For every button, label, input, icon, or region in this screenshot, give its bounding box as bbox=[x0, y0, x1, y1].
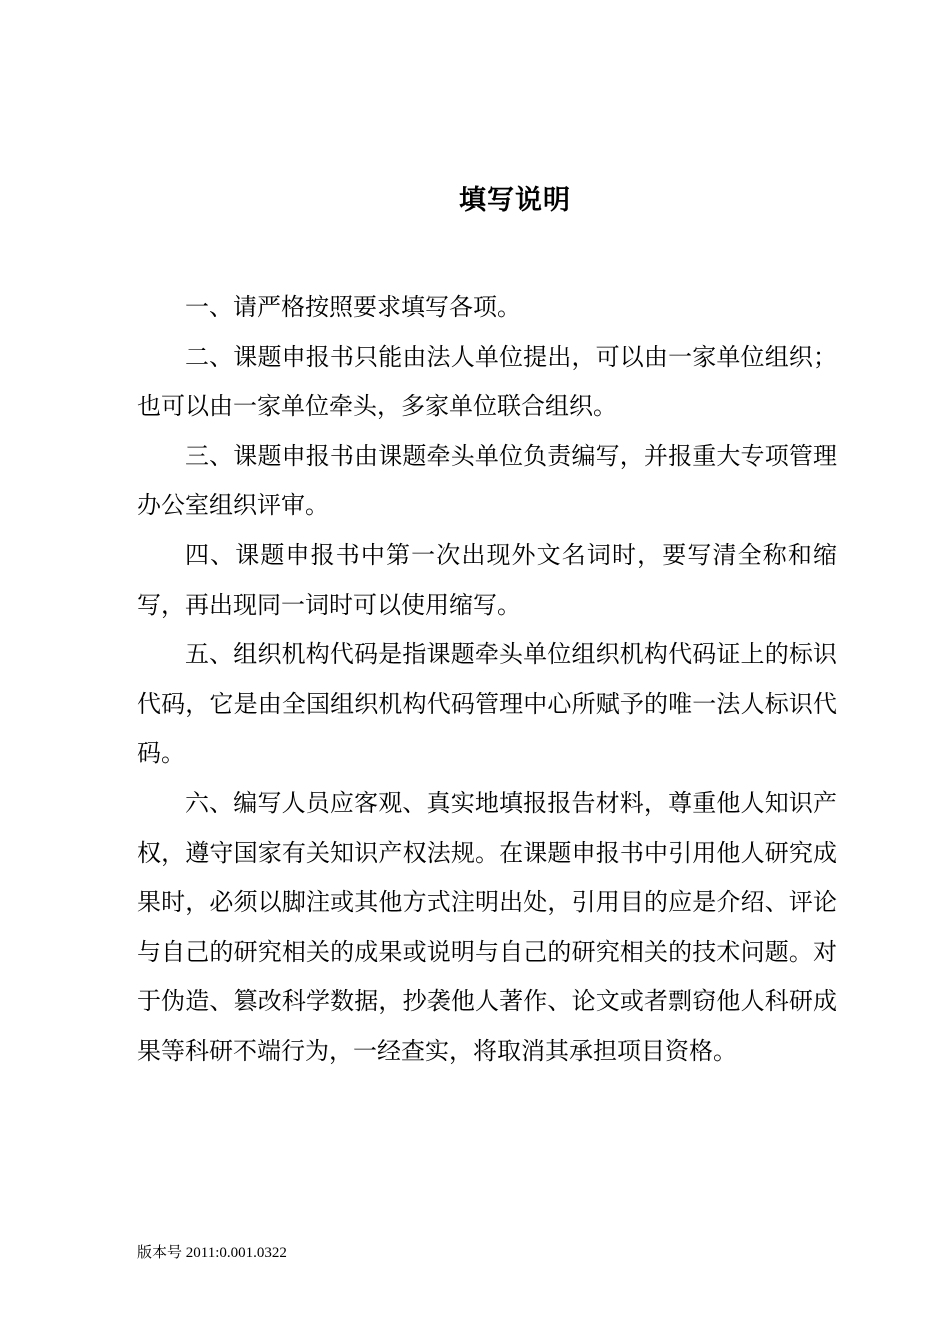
instruction-paragraph-6: 六、编写人员应客观、真实地填报报告材料，尊重他人知识产权，遵守国家有关知识产权法规。在课题申报书中引用他人研究成果时，必须以脚注或其他方式注明出处，引用目的应是介绍、评论与自己的研究相关的成果或说明与自己的研究相关的技术问题。对于伪造、篡改科学数据，抄袭他人著作、论文或者剽窃他人科研成果等科研不端行为，一经查实，将取消其承担项目资格。 bbox=[137, 788, 837, 1065]
instruction-paragraph-1: 一、请严格按照要求填写各项。 bbox=[185, 293, 521, 321]
version-footer: 版本号 2011:0.001.0322 bbox=[137, 1245, 287, 1261]
instruction-paragraph-5: 五、组织机构代码是指课题牵头单位组织机构代码证上的标识代码，它是由全国组织机构代码管理中心所赋予的唯一法人标识代码。 bbox=[137, 640, 837, 768]
instructions-body bbox=[137, 283, 837, 1077]
instruction-paragraph-3: 三、课题申报书由课题牵头单位负责编写，并报重大专项管理办公室组织评审。 bbox=[137, 441, 837, 520]
instruction-paragraph-2: 二、课题申报书只能由法人单位提出，可以由一家单位组织；也可以由一家单位牵头，多家单位联合组织。 bbox=[137, 342, 837, 421]
instruction-paragraph-4: 四、课题申报书中第一次出现外文名词时，要写清全称和缩写，再出现同一词时可以使用缩写。 bbox=[137, 540, 837, 619]
page-title: 填写说明 bbox=[459, 185, 571, 216]
